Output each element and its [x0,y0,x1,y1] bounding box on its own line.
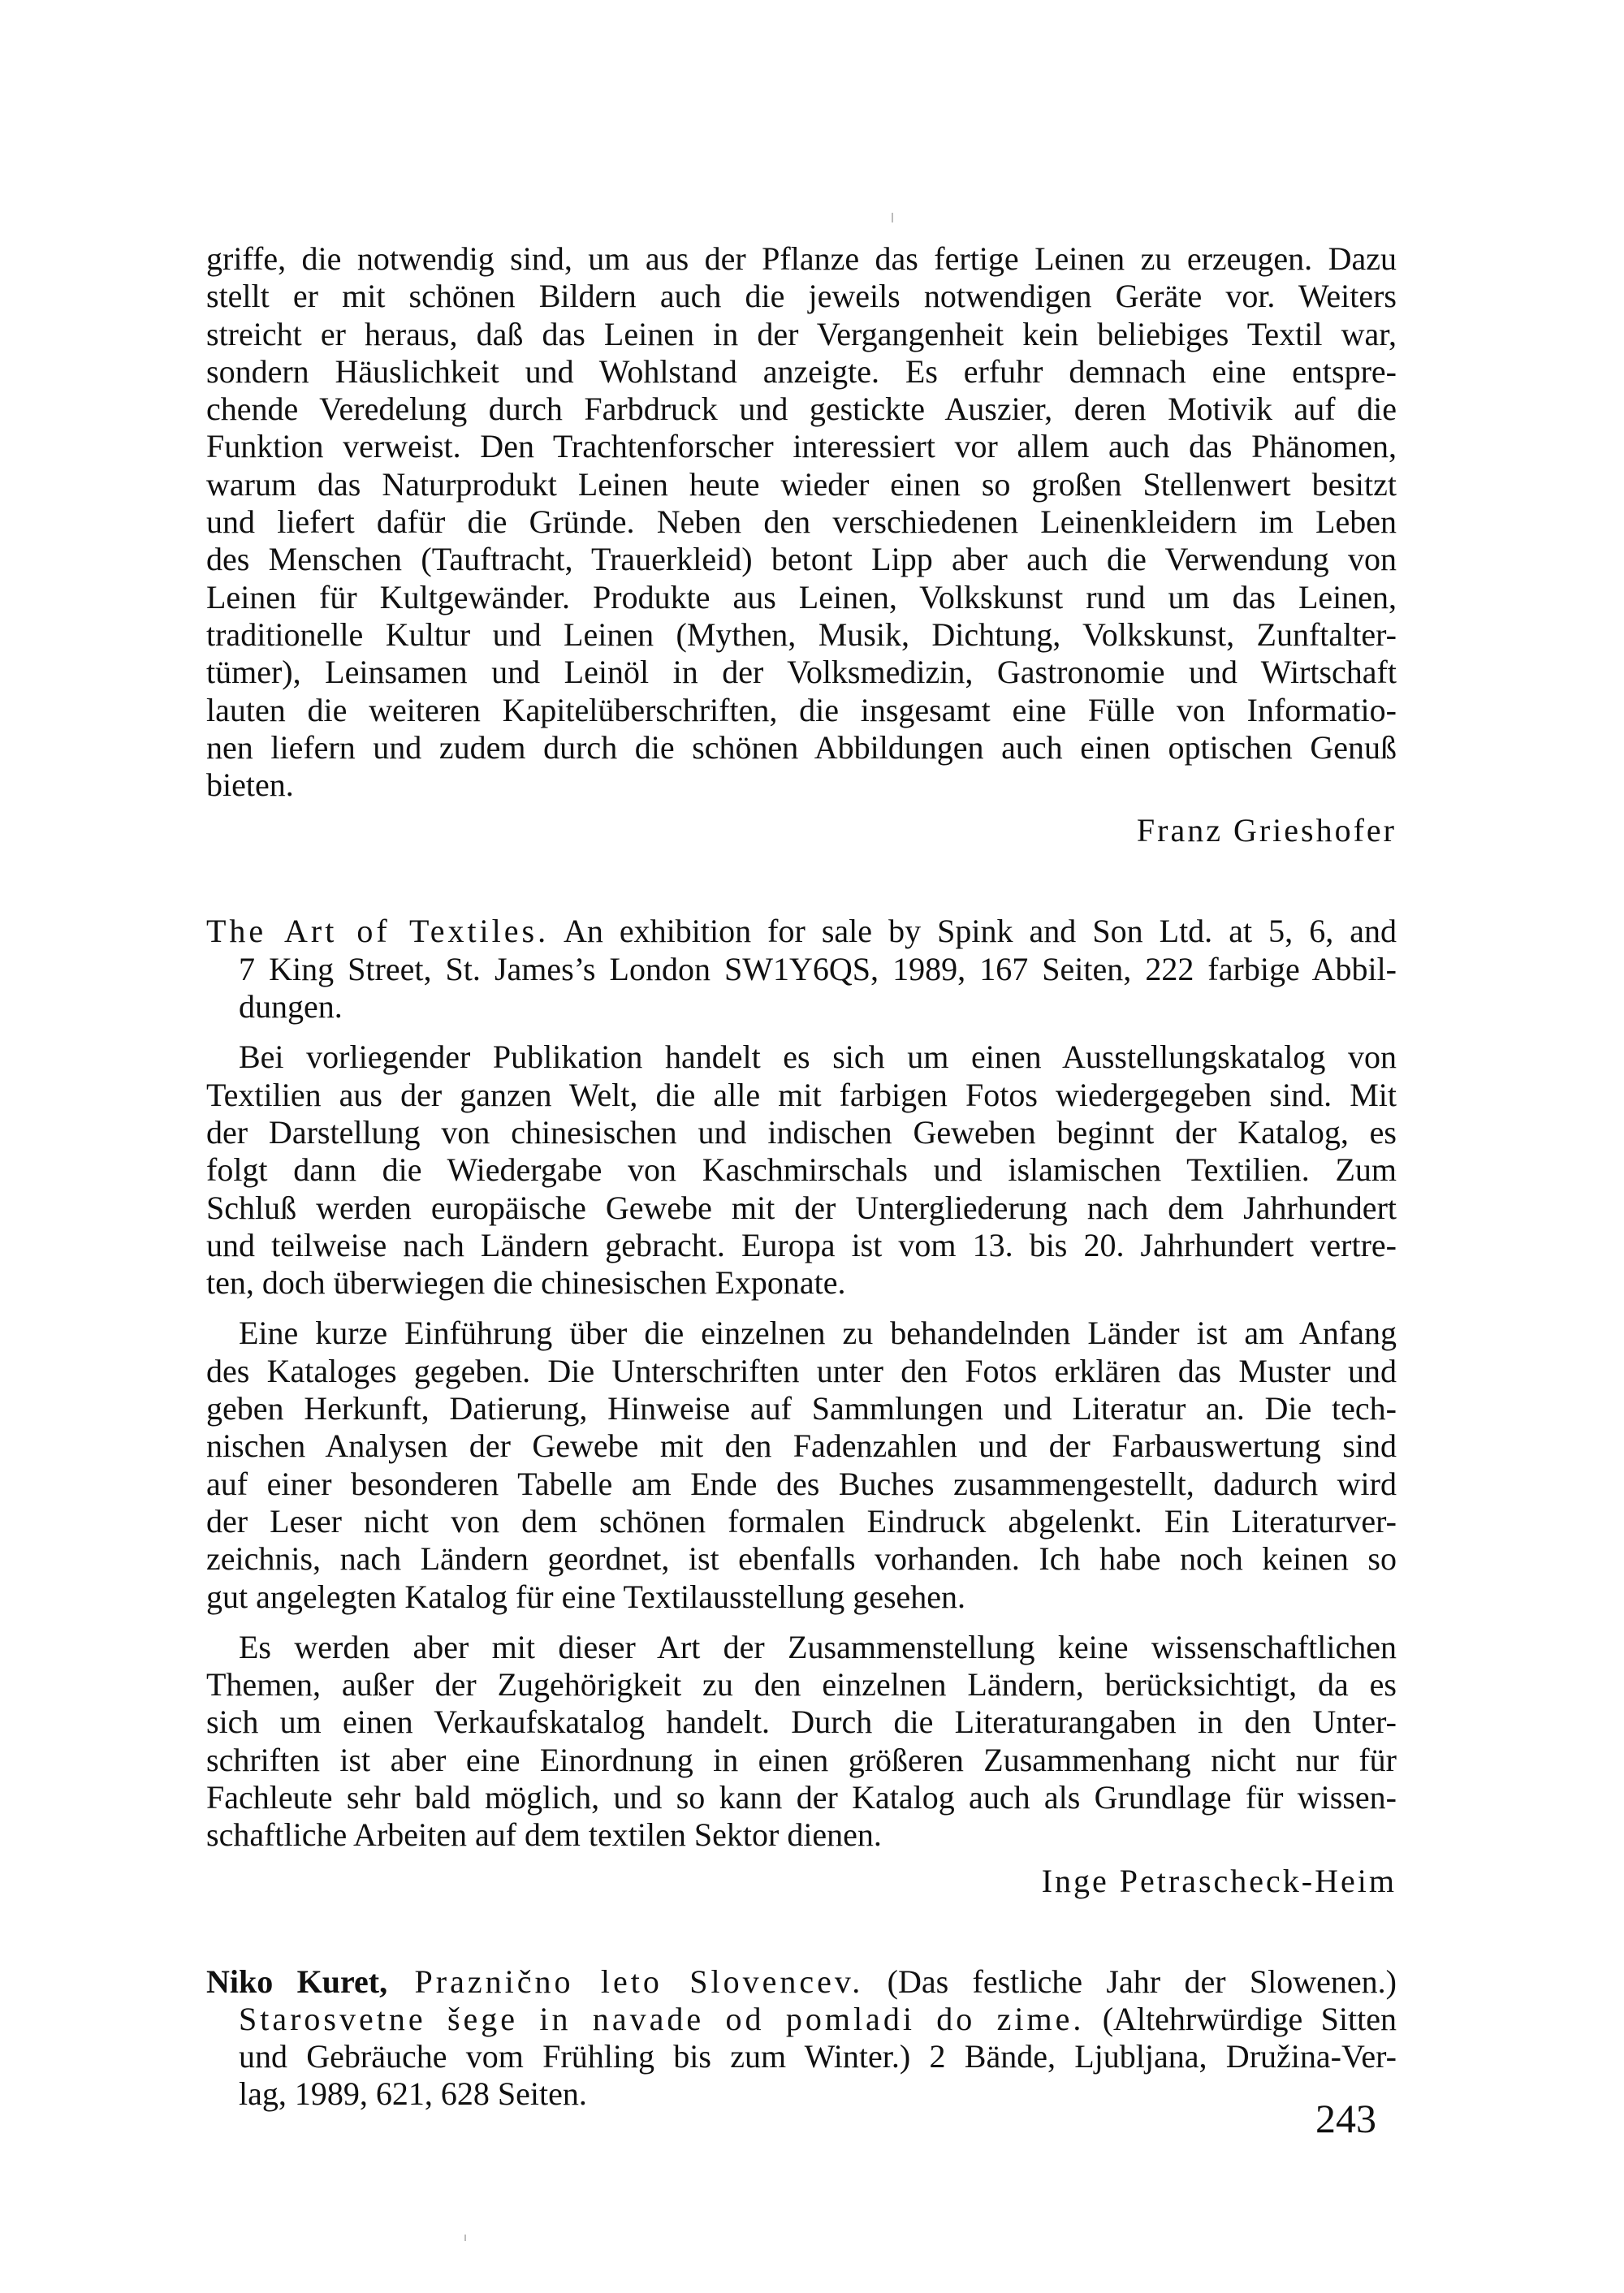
review-art-of-textiles [206,913,1397,1899]
citation-line [206,1963,1397,2001]
text-line: ten, doch überwiegen die chinesischen Exponate. [206,1264,846,1302]
text-line: schriften ist aber eine Einordnung in einen größeren Zusammenhang nicht nur für [206,1741,1397,1778]
text-line: und liefert dafür die Gründe. Neben den verschiedenen Leinenkleidern im Leben [206,503,1397,541]
text-line: Leinen für Kultgewänder. Produkte aus Leinen, Volkskunst rund um das Leinen, [206,578,1397,615]
text-line: Bei vorliegender Publikation handelt es sich um einen Ausstellungskatalog von [239,1039,1397,1076]
review-paragraph [206,1315,1397,1615]
text-line: der Leser nicht von dem schönen formalen Eindruck abgelenkt. Ein Literaturver- [206,1502,1397,1539]
text-line: Es werden aber mit dieser Art der Zusammenstellung keine wissenschaftlichen [239,1628,1397,1665]
text-line: nischen Analysen der Gewebe mit den Fadenzahlen und der Farbauswertung sind [206,1427,1397,1465]
text-line: der Darstellung von chinesischen und indischen Geweben beginnt der Katalog, es [206,1113,1397,1151]
text-line: chende Veredelung durch Farbdruck und gestickte Auszier, deren Motivik auf die [206,391,1397,428]
text-line: gut angelegten Katalog für eine Textilausstellung gesehen. [206,1578,966,1615]
page-number: 243 [1315,2096,1376,2141]
section-divider-space [206,1900,1397,1963]
text-line: des Menschen (Tauftracht, Trauerkleid) betont Lipp aber auch die Verwendung von [206,541,1397,578]
citation-text: (Altehrwürdige Sitten [1084,2000,1397,2037]
book-title: Praznično leto Slovencev. [387,1963,864,2000]
text-line: Funktion verweist. Den Trachtenforscher interessiert vor allem auch das Phänomen, [206,428,1397,465]
text-line: lauten die weiteren Kapitelüberschriften, die insgesamt eine Fülle von Informatio- [206,691,1397,728]
text-line: sich um einen Verkaufskatalog handelt. Durch die Literaturangaben in den Unter- [206,1704,1397,1741]
bibliographic-citation [206,1963,1397,2114]
text-line: griffe, die notwendig sind, um aus der Pflanze das fertige Leinen zu erzeugen. Dazu [206,240,1397,277]
text-line: Eine kurze Einführung über die einzelnen zu behandelnden Länder ist am Anfang [239,1315,1397,1352]
citation-line: dungen. [239,988,343,1026]
section-divider-space [206,849,1397,913]
citation-line: und Gebräuche vom Frühling bis zum Winter.) 2 Bände, Ljubljana, Družina-Ver- [239,2038,1397,2075]
text-line: Themen, außer der Zugehörigkeit zu den einzelnen Ländern, berücksichtigt, da es [206,1666,1397,1704]
review-paragraph [206,1039,1397,1302]
text-line: zeichnis, nach Ländern geordnet, ist ebenfalls vorhanden. Ich habe noch keinen so [206,1540,1397,1578]
book-title: The Art of Textiles. [206,913,550,950]
text-line: warum das Naturprodukt Leinen heute wieder einen so großen Stellenwert besitzt [206,465,1397,503]
reviewer-signature: Inge Petrascheck-Heim [1041,1862,1397,1899]
text-line: streicht er heraus, daß das Leinen in der Vergangenheit kein beliebiges Textil war, [206,315,1397,352]
scan-artifact [464,2235,466,2241]
text-line: schaftliche Arbeiten auf dem textilen Sektor dienen. [206,1816,882,1854]
text-line: folgt dann die Wiedergabe von Kaschmirschals und islamischen Textilien. Zum [206,1151,1397,1189]
scan-artifact [892,213,893,222]
review-lipp-continuation [206,240,1397,849]
reviewer-signature: Franz Grieshofer [1136,812,1397,849]
text-line: geben Herkunft, Datierung, Hinweise auf Sammlungen und Literatur an. Die tech- [206,1390,1397,1427]
citation-line: 7 King Street, St. James’s London SW1Y6QS, 1989, 167 Seiten, 222 farbige Abbil- [239,950,1397,987]
text-line: und teilweise nach Ländern gebracht. Europa ist vom 13. bis 20. Jahrhundert vertre- [206,1226,1397,1263]
bibliographic-citation [206,913,1397,1026]
document-page [206,240,1397,2114]
text-line: Fachleute sehr bald möglich, und so kann der Katalog auch als Grundlage für wissen- [206,1778,1397,1816]
text-line: tümer), Leinsamen und Leinöl in der Volksmedizin, Gastronomie und Wirtschaft [206,654,1397,691]
citation-text: An exhibition for sale by Spink and Son Ltd. at 5, 6, and [549,913,1397,950]
text-line: sondern Häuslichkeit und Wohlstand anzeigte. Es erfuhr demnach eine entspre- [206,352,1397,390]
citation-line: lag, 1989, 621, 628 Seiten. [239,2075,587,2113]
citation-line [206,913,1397,950]
text-line: stellt er mit schönen Bildern auch die jeweils notwendigen Geräte vor. Weiters [206,278,1397,315]
text-line: Schluß werden europäische Gewebe mit der Untergliederung nach dem Jahrhundert [206,1189,1397,1226]
text-line: nen liefern und zudem durch die schönen Abbildungen auch einen optischen Genuß [206,728,1397,766]
citation-text: (Das festliche Jahr der Slowenen.) [863,1963,1397,2000]
text-line: traditionelle Kultur und Leinen (Mythen, Musik, Dichtung, Volkskunst, Zunftalter- [206,615,1397,653]
review-paragraph [206,1629,1397,1855]
citation-line [206,2001,1397,2038]
book-subtitle: Starosvetne šege in navade od pomladi do zime. [239,2000,1085,2037]
text-line: auf einer besonderen Tabelle am Ende des Buches zusammengestellt, dadurch wird [206,1465,1397,1502]
text-line: bieten. [206,766,294,804]
review-kuret [206,1963,1397,2114]
text-line: Textilien aus der ganzen Welt, die alle mit farbigen Fotos wiedergegeben sind. Mit [206,1076,1397,1113]
author-name: Niko Kuret, [206,1963,388,2000]
text-line: des Kataloges gegeben. Die Unterschriften unter den Fotos erklären das Muster und [206,1352,1397,1389]
